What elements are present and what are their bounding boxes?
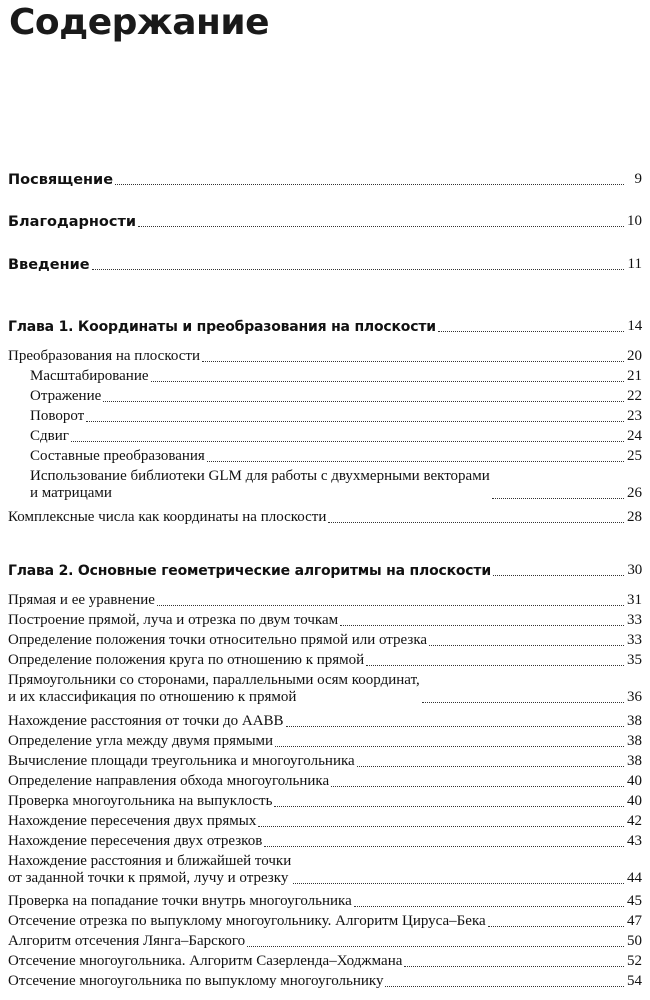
toc-entry[interactable]: [8, 612, 642, 629]
dot-leader: [354, 906, 624, 907]
toc-page-number: 40: [627, 773, 642, 789]
toc-page-number: 31: [627, 592, 642, 608]
dot-leader: [404, 966, 624, 967]
toc-page-number: 42: [627, 813, 642, 829]
toc-entry-label: Нахождение пересечения двух отрезков: [8, 833, 263, 849]
toc-page-number: 33: [627, 612, 642, 628]
toc-entry-label: Отражение: [30, 388, 102, 404]
dot-leader: [258, 826, 624, 827]
toc-entry-label: Нахождение расстояния от точки до AABB: [8, 713, 284, 729]
toc-entry-label: Отсечение многоугольника. Алгоритм Сазерленда–Ходжмана: [8, 953, 403, 969]
toc-entry[interactable]: [8, 793, 642, 810]
toc-entry-label: Посвящение: [8, 172, 114, 188]
toc-entry-label: Отсечение отрезка по выпуклому многоугольнику. Алгоритм Цируса–Бека: [8, 913, 486, 929]
toc-entry[interactable]: [8, 953, 642, 970]
toc-page-number: 20: [627, 348, 642, 364]
toc-entry[interactable]: [8, 833, 642, 850]
toc-entry-introduction[interactable]: [8, 256, 642, 273]
toc-entry-label: Преобразования на плоскости: [8, 348, 200, 364]
toc-entry-label: Поворот: [30, 408, 85, 424]
dot-leader: [357, 766, 624, 767]
dot-leader: [492, 498, 624, 499]
dot-leader: [286, 726, 624, 727]
toc-entry-label-line2: и их классификация по отношению к прямой: [8, 689, 297, 705]
toc-page-number: 35: [627, 652, 642, 668]
toc-entry[interactable]: [8, 592, 642, 609]
toc-entry[interactable]: [8, 753, 642, 770]
toc-page-number: 10: [627, 213, 642, 229]
dot-leader: [207, 461, 624, 462]
toc-page-number: 23: [627, 408, 642, 424]
toc-page-number: 43: [627, 833, 642, 849]
dot-leader: [151, 381, 624, 382]
dot-leader: [115, 184, 624, 185]
dot-leader: [331, 786, 624, 787]
toc-page-number: 14: [627, 318, 642, 334]
toc-entry-label: Отсечение многоугольника по выпуклому многоугольнику: [8, 973, 384, 989]
chapter-title: Глава 2. Основные геометрические алгоритмы на плоскости: [8, 563, 491, 579]
toc-subentry[interactable]: [8, 368, 642, 385]
toc-page-number: 47: [627, 913, 642, 929]
toc-page-number: 36: [627, 689, 642, 705]
dot-leader: [71, 441, 624, 442]
toc-page-number: 21: [627, 368, 642, 384]
dot-leader: [275, 746, 624, 747]
toc-page-number: 24: [627, 428, 642, 444]
dot-leader: [293, 883, 624, 884]
toc-entry[interactable]: [8, 913, 642, 930]
toc-entry-label: Сдвиг: [30, 428, 69, 444]
toc-chapter-2[interactable]: [8, 562, 642, 579]
dot-leader: [340, 625, 624, 626]
toc-entry-label: Определение положения точки относительно прямой или отрезка: [8, 632, 428, 648]
toc-entry-label-line1: Использование библиотеки GLM для работы с двухмерными векторами: [30, 468, 490, 484]
dot-leader: [202, 361, 624, 362]
toc-subentry[interactable]: [8, 408, 642, 425]
dot-leader: [422, 702, 624, 703]
dot-leader: [488, 926, 624, 927]
dot-leader: [103, 401, 624, 402]
toc-entry[interactable]: [8, 733, 642, 750]
toc-page-number: 44: [627, 870, 642, 886]
toc-entry-label: Благодарности: [8, 214, 137, 230]
toc-entry[interactable]: [8, 893, 642, 910]
toc-subentry[interactable]: [8, 428, 642, 445]
toc-page-number: 45: [627, 893, 642, 909]
dot-leader: [157, 605, 624, 606]
dot-leader: [493, 575, 624, 576]
toc-entry[interactable]: [8, 773, 642, 790]
toc-page-number: 30: [627, 562, 642, 578]
toc-page-number: 26: [627, 485, 642, 501]
toc-entry-label: Введение: [8, 257, 90, 273]
dot-leader: [429, 645, 624, 646]
toc-page-number: 40: [627, 793, 642, 809]
toc-entry-label: Прямая и ее уравнение: [8, 592, 155, 608]
toc-entry-label: Проверка на попадание точки внутрь многоугольника: [8, 893, 352, 909]
page-title: Содержание: [9, 2, 270, 43]
toc-subentry[interactable]: [8, 468, 642, 502]
dot-leader: [247, 946, 624, 947]
toc-page-number: 38: [627, 753, 642, 769]
toc-entry-dedication[interactable]: [8, 171, 642, 188]
chapter-title: Глава 1. Координаты и преобразования на плоскости: [8, 319, 436, 335]
toc-page-number: 54: [627, 973, 642, 989]
toc-entry-label: Составные преобразования: [30, 448, 205, 464]
toc-entry[interactable]: [8, 672, 642, 706]
dot-leader: [328, 522, 624, 523]
toc-subentry[interactable]: [8, 388, 642, 405]
toc-entry-label-line1: Прямоугольники со сторонами, параллельными осям координат,: [8, 672, 420, 688]
dot-leader: [86, 421, 624, 422]
toc-entry-label-line2: и матрицами: [30, 485, 112, 501]
toc-entry-label: Масштабирование: [30, 368, 149, 384]
toc-page-number: 22: [627, 388, 642, 404]
toc-entry-label: [8, 672, 420, 706]
dot-leader: [264, 846, 624, 847]
toc-page-number: 28: [627, 509, 642, 525]
toc-page-number: 50: [627, 933, 642, 949]
toc-chapter-1[interactable]: [8, 318, 642, 335]
toc-entry[interactable]: [8, 853, 642, 887]
toc-entry-label: Построение прямой, луча и отрезка по двум точкам: [8, 612, 339, 628]
toc-entry-label-line2: от заданной точки к прямой, лучу и отрезку: [8, 870, 289, 886]
toc-entry-label: Вычисление площади треугольника и многоугольника: [8, 753, 355, 769]
toc-entry-acknowledgements[interactable]: [8, 213, 642, 230]
toc-entry[interactable]: [8, 509, 642, 526]
toc-entry-label: Алгоритм отсечения Лянга–Барского: [8, 933, 246, 949]
dot-leader: [138, 226, 624, 227]
toc-entry[interactable]: [8, 348, 642, 365]
toc-entry-label: Определение угла между двумя прямыми: [8, 733, 274, 749]
toc-entry[interactable]: [8, 632, 642, 649]
toc-entry[interactable]: [8, 713, 642, 730]
toc-entry-label: Проверка многоугольника на выпуклость: [8, 793, 273, 809]
toc-page-number: 38: [627, 713, 642, 729]
dot-leader: [438, 331, 624, 332]
toc-entry[interactable]: [8, 652, 642, 669]
toc-entry-label: [8, 853, 291, 887]
toc-entry[interactable]: [8, 973, 642, 990]
toc-page-number: 25: [627, 448, 642, 464]
toc-entry-label: Определение положения круга по отношению к прямой: [8, 652, 365, 668]
toc-entry-label-line1: Нахождение расстояния и ближайшей точки: [8, 853, 292, 869]
toc-entry-label: Комплексные числа как координаты на плоскости: [8, 509, 327, 525]
toc-page-number: 11: [627, 256, 642, 272]
dot-leader: [385, 986, 624, 987]
dot-leader: [274, 806, 624, 807]
toc-entry-label: Нахождение пересечения двух прямых: [8, 813, 257, 829]
toc-page-number: 52: [627, 953, 642, 969]
toc-entry-label: [8, 468, 490, 502]
toc-page-number: 33: [627, 632, 642, 648]
toc-page-number: 9: [634, 171, 642, 187]
dot-leader: [366, 665, 624, 666]
toc-page-number: 38: [627, 733, 642, 749]
dot-leader: [92, 269, 624, 270]
toc-entry[interactable]: [8, 933, 642, 950]
toc-subentry[interactable]: [8, 448, 642, 465]
toc-entry-label: Определение направления обхода многоугольника: [8, 773, 330, 789]
toc-entry[interactable]: [8, 813, 642, 830]
